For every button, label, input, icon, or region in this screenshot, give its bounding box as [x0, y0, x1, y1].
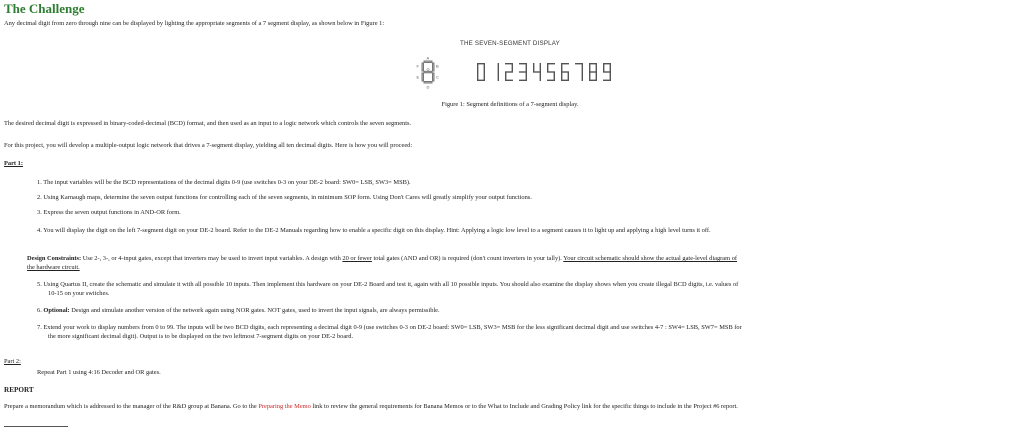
digit-segment — [610, 63, 611, 72]
segment-label-e: E — [416, 74, 420, 80]
digit-segment — [540, 63, 541, 72]
constraints-underlined-count: 20 or fewer — [342, 255, 372, 262]
constraints-text-a: Use 2-, 3-, or 4-input gates, except that inverters may be used to invert input variables. A design with — [81, 255, 343, 262]
digit-glyph-0 — [477, 63, 485, 81]
constraints-label: Design Constraints: — [27, 255, 82, 262]
seven-segment-digits — [475, 61, 615, 83]
digit-glyph-5 — [547, 63, 555, 81]
digit-glyph-1 — [498, 63, 499, 81]
preparing-memo-link[interactable]: Preparing the Memo — [258, 403, 311, 410]
figure-caption: Figure 1: Segment definitions of a 7-segment display. — [441, 101, 579, 108]
intro-paragraph: Any decimal digit from zero through nine can be displayed by lighting the appropriate segments of a 7 segment display, as shown below in Figure 1: — [4, 20, 385, 27]
digit-segment — [533, 63, 534, 72]
segment-label-g: G — [426, 66, 430, 72]
digit-segment — [477, 63, 478, 72]
project-paragraph: For this project, you will develop a multiple-output logic network that drives a 7-segment display, yielding all ten decimal digits. Here is how you will proceed: — [4, 142, 413, 149]
page-title: The Challenge — [4, 1, 85, 16]
digit-segment — [540, 72, 541, 81]
bottom-divider — [4, 426, 68, 427]
constraints-schematic-note-end: the hardware circuit. — [27, 264, 80, 271]
digit-segment — [596, 63, 597, 72]
digit-segment — [589, 72, 590, 81]
part1-heading: Part 1: — [4, 160, 23, 167]
part1-item-2: 2. Using Karnaugh maps, determine the seven output functions for controlling each of the seven segments, in minimum SOP form. Using Don't Cares will greatly simplify your output functions. — [37, 194, 532, 201]
digit-segment — [547, 63, 548, 72]
digit-segment — [505, 80, 513, 81]
digit-segment — [589, 71, 597, 72]
segment-label-a: A — [426, 55, 430, 61]
digit-glyph-6 — [561, 63, 569, 81]
segment-label-d: D — [426, 84, 430, 89]
digit-glyph-9 — [603, 63, 611, 81]
digit-segment — [498, 63, 499, 72]
part1-item-5-cont: 10-15 on your switches. — [48, 290, 110, 297]
digit-segment — [561, 63, 562, 72]
digit-glyph-2 — [505, 63, 513, 81]
digit-segment — [526, 63, 527, 72]
part2-text: Repeat Part 1 using 4:16 Decoder and OR gates. — [37, 369, 161, 376]
part1-item-3: 3. Express the seven output functions in AND-OR form. — [37, 209, 181, 216]
digit-glyph-3 — [519, 63, 527, 81]
digit-segment — [589, 63, 590, 72]
digit-glyph-4 — [533, 63, 541, 81]
digit-segment — [603, 80, 611, 81]
item6-optional-label: Optional: — [43, 307, 70, 314]
report-paragraph — [4, 402, 738, 411]
part1-item-5: 5. Using Quartus II, create the schematic and simulate it with all possible 10 inputs. Then implement this hardware on your DE-2 Board and test it, again with all 10 possible inputs. You should also examine the display shows when you create illegal BCD digits, i.e. values of — [37, 281, 739, 288]
constraints-schematic-note: Your circuit schematic should show the actual gate-level diagram of — [563, 255, 738, 262]
report-text-b: link to review the general requirements for Banana Memos or to the What to Include and Grading Policy link for the specific things to include in the Project #6 report. — [310, 403, 738, 410]
digit-segment — [484, 63, 485, 72]
digit-segment — [498, 72, 499, 81]
digit-segment — [603, 63, 604, 72]
digit-segment — [512, 63, 513, 72]
report-heading: REPORT — [4, 386, 34, 394]
digit-glyph-8 — [589, 63, 597, 81]
part1-item-7-cont: the more significant decimal digit). Output is to be displayed on the two leftmost 7-segment digits on your DE-2 board. — [48, 333, 354, 340]
digit-segment — [568, 72, 569, 81]
report-text-a: Prepare a memorandum which is addressed to the manager of the R&D group at Banana. Go to the — [4, 403, 259, 410]
part1-item-1: 1. The input variables will be the BCD representations of the decimal digits 0-9 (use switches 0-3 on your DE-2 board: SW0= LSB, SW3= MSB). — [37, 179, 411, 186]
segment-label-c: C — [436, 74, 439, 80]
part1-item-6 — [37, 306, 440, 315]
item6-text: Design and simulate another version of the network again using NOR gates. NOT gates, used to invert the input signals, are always permissible. — [69, 307, 440, 314]
digit-segment — [582, 63, 583, 72]
part1-item-4: 4. You will display the digit on the left 7-segment digit on your DE-2 board. Refer to the DE-2 Manuals regarding how to enable a specific digit on this display. Hint: Applying a logic low level to a segment causes it to light up and applying a high level turns it off. — [37, 227, 711, 234]
part2-heading: Part 2: — [4, 358, 21, 365]
digit-segment — [547, 80, 555, 81]
item6-number: 6. — [37, 307, 44, 314]
figure-heading: THE SEVEN-SEGMENT DISPLAY — [459, 40, 560, 47]
digit-segment — [603, 71, 611, 72]
digit-segment — [519, 80, 527, 81]
bcd-paragraph: The desired decimal digit is expressed in binary-coded-decimal (BCD) format, and then used as an input to a logic network which controls the seven segments. — [4, 120, 412, 127]
design-constraints — [27, 254, 737, 263]
digit-glyph-7 — [575, 63, 583, 81]
part1-item-7: 7. Extend your work to display numbers from 0 to 99. The inputs will be two BCD digits, each representing a decimal digit 0-9 (use switches 0-3 on DE-2 board: SW0= LSB, SW3= MSB for the less significant decimal digit and use switches 4-7 : SW4= LSB, SW7= MSB for — [37, 324, 742, 331]
constraints-text-b: total gates (AND and OR) is required (don't count inverters in your tally). — [371, 255, 564, 262]
segment-label-b: B — [436, 63, 439, 69]
seven-segment-labeled-icon — [415, 55, 443, 89]
digit-segment — [582, 72, 583, 81]
digit-segment — [477, 72, 478, 81]
segment-label-f: F — [416, 63, 419, 69]
